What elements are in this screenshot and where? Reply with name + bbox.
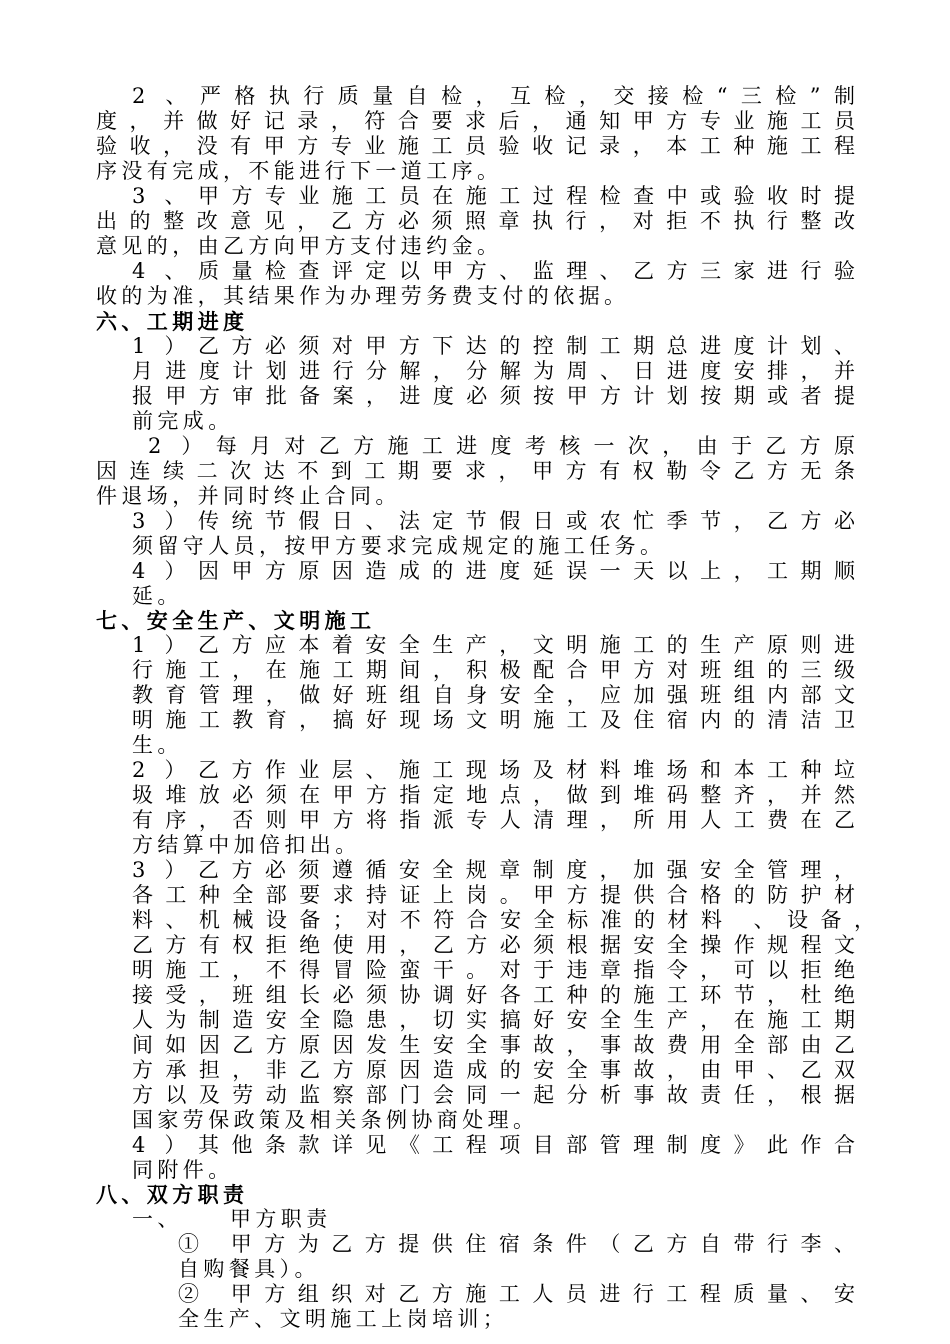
section-heading: 七、安全生产、文明施工 xyxy=(96,608,376,633)
text-line: 序没有完成，不能进行下一道工序。 xyxy=(96,159,503,183)
text-line: 验收，没有甲方专业施工员验收记录，本工种施工程 xyxy=(96,134,855,158)
text-line: 各工种全部要求持证上岗。甲方提供合格的防护材 xyxy=(132,883,855,907)
text-line: 须留守人员，按甲方要求完成规定的施工任务。 xyxy=(132,534,666,558)
text-line: 件退场，并同时终止合同。 xyxy=(96,484,401,508)
text-line: 2 ）每月对乙方施工进度考核一次，由于乙方原 xyxy=(148,434,855,458)
text-line: 因连续二次达不到工期要求，甲方有权勒令乙方无条 xyxy=(96,459,855,483)
text-line: 1 ）乙方应本着安全生产，文明施工的生产原则进 xyxy=(132,633,855,657)
text-line: 明施工教育，搞好现场文明施工及住宿内的清洁卫 xyxy=(132,708,855,732)
text-line: 延。 xyxy=(132,584,183,608)
text-line: 间如因乙方原因发生安全事故，事故费用全部由乙 xyxy=(132,1033,855,1057)
text-line: 度，并做好记录，符合要求后，通知甲方专业施工员 xyxy=(96,109,855,133)
text-line: 方结算中加倍扣出。 xyxy=(132,833,361,857)
text-line: 2 、严格执行质量自检，互检，交接检“三检”制 xyxy=(132,84,855,108)
section-heading: 八、双方职责 xyxy=(96,1182,249,1207)
text-line: 同附件。 xyxy=(132,1158,234,1182)
text-line: ② 甲方组织对乙方施工人员进行工程质量、安 xyxy=(178,1282,855,1306)
text-line: 意见的，由乙方向甲方支付违约金。 xyxy=(96,234,503,258)
text-line: ① 甲方为乙方提供住宿条件（乙方自带行李、 xyxy=(178,1232,855,1256)
text-line: 生。 xyxy=(132,733,183,757)
text-line: 料、机械设备；对不符合安全标准的材料 、设备， xyxy=(132,908,875,932)
text-line: 圾堆放必须在甲方指定地点，做到堆码整齐，并然 xyxy=(132,783,855,807)
text-line: 全生产、文明施工上岗培训； xyxy=(178,1307,509,1331)
text-line: 出的整改意见，乙方必须照章执行，对拒不执行整改 xyxy=(96,209,855,233)
text-line: 接受，班组长必须协调好各工种的施工环节，杜绝 xyxy=(132,983,855,1007)
section-heading: 六、工期进度 xyxy=(96,309,249,334)
text-line: 3 、甲方专业施工员在施工过程检查中或验收时提 xyxy=(132,184,855,208)
subsection-heading: 甲方职责 xyxy=(230,1207,332,1231)
text-line: 前完成。 xyxy=(132,409,234,433)
text-line: 行施工，在施工期间，积极配合甲方对班组的三级 xyxy=(132,658,855,682)
text-line: 3 ）乙方必须遵循安全规章制度，加强安全管理， xyxy=(132,858,855,882)
text-line: 报甲方审批备案，进度必须按甲方计划按期或者提 xyxy=(132,384,855,408)
text-line: 乙方有权拒绝使用，乙方必须根据安全操作规程文 xyxy=(132,933,855,957)
text-line: 月进度计划进行分解，分解为周、日进度安排，并 xyxy=(132,359,855,383)
text-line: 明施工，不得冒险蛮干。对于违章指令，可以拒绝 xyxy=(132,958,855,982)
text-line: 方承担，非乙方原因造成的安全事故，由甲、乙双 xyxy=(132,1058,855,1082)
subsection-number: 一、 xyxy=(132,1207,183,1231)
text-line: 收的为准，其结果作为办理劳务费支付的依据。 xyxy=(96,284,630,308)
text-line: 方以及劳动监察部门会同一起分析事故责任，根据 xyxy=(132,1083,855,1107)
text-line: 4 ）其他条款详见《工程项目部管理制度》此作合 xyxy=(132,1133,855,1157)
text-line: 3 ）传统节假日、法定节假日或农忙季节，乙方必 xyxy=(132,509,855,533)
text-line: 自购餐具）。 xyxy=(178,1257,320,1281)
text-line: 人为制造安全隐患，切实搞好安全生产，在施工期 xyxy=(132,1008,855,1032)
text-line: 有序，否则甲方将指派专人清理，所用人工费在乙 xyxy=(132,808,855,832)
text-line: 教育管理，做好班组自身安全，应加强班组内部文 xyxy=(132,683,855,707)
text-line: 2 ）乙方作业层、施工现场及材料堆场和本工种垃 xyxy=(132,758,855,782)
text-line: 4 ）因甲方原因造成的进度延误一天以上，工期顺 xyxy=(132,559,855,583)
text-line: 国家劳保政策及相关条例协商处理。 xyxy=(132,1108,539,1132)
text-line: 1 ）乙方必须对甲方下达的控制工期总进度计划、 xyxy=(132,334,855,358)
text-line: 4 、质量检查评定以甲方、监理、乙方三家进行验 xyxy=(132,259,855,283)
